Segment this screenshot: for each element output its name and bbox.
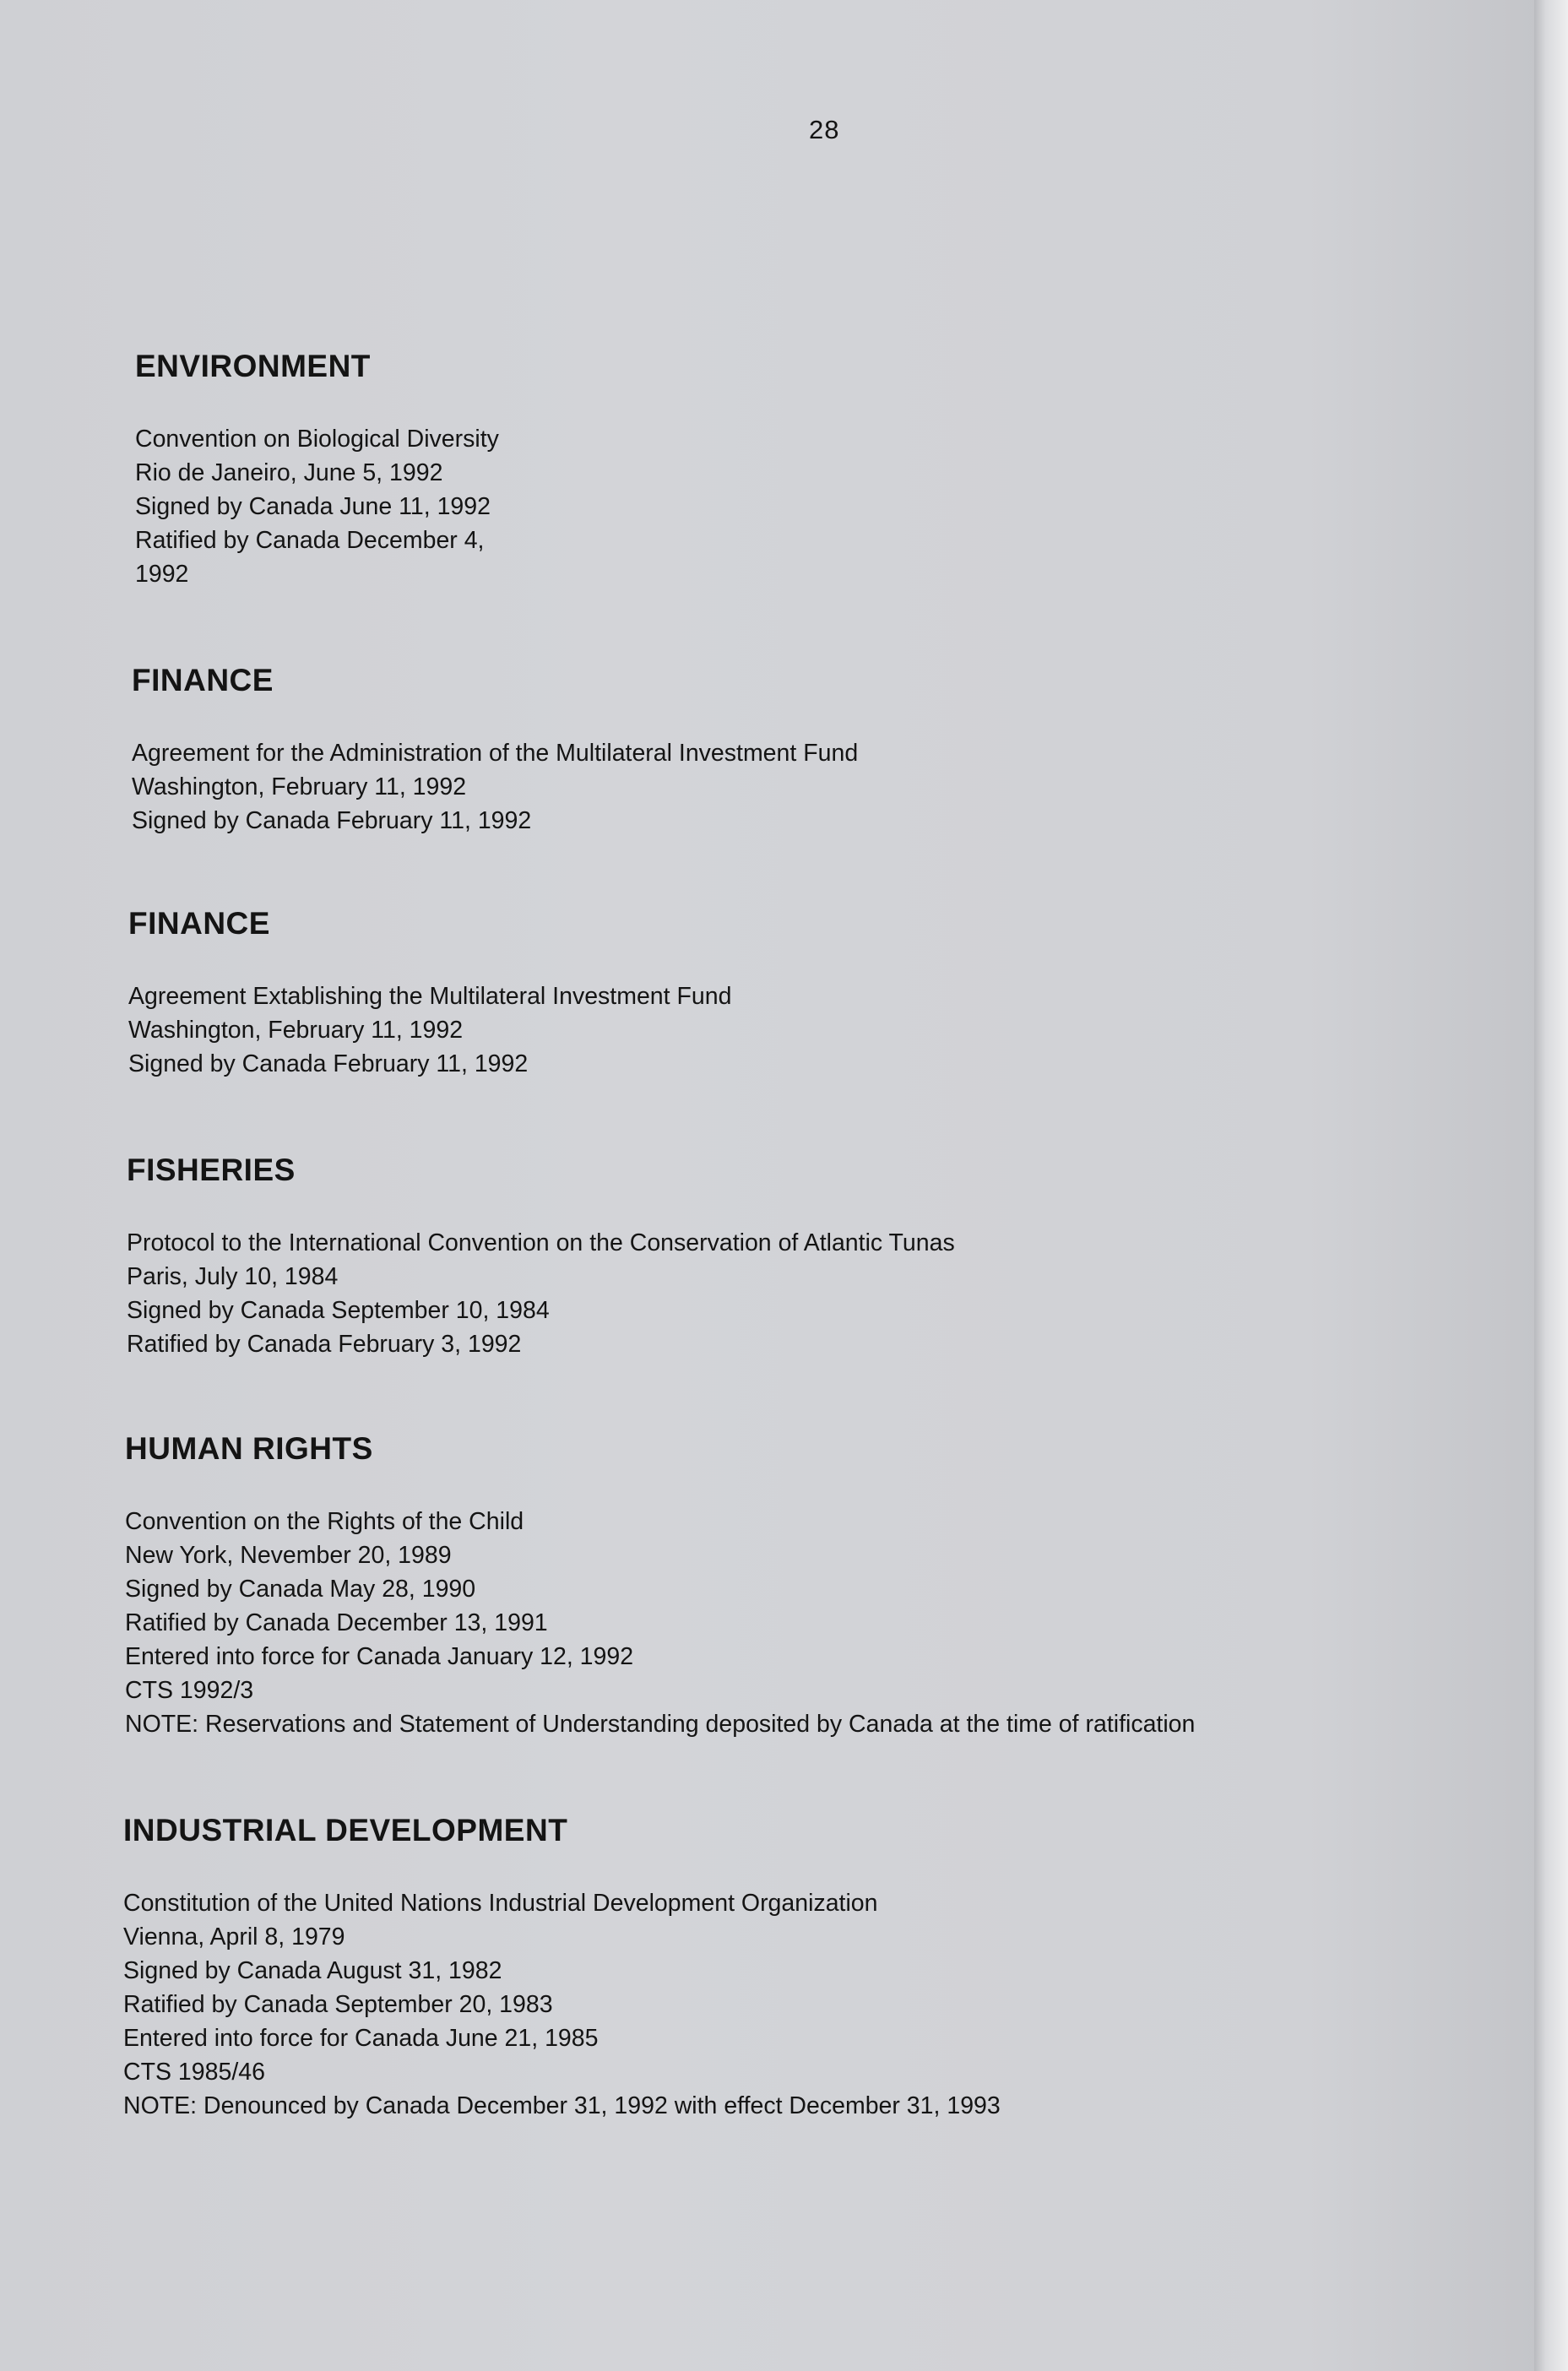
- treaty-note: NOTE: Reservations and Statement of Understanding deposited by Canada at the time of ratification: [125, 1711, 1196, 1738]
- section-heading: FINANCE: [128, 906, 270, 941]
- treaty-signed: Signed by Canada August 31, 1982: [123, 1957, 502, 1984]
- treaty-cts-reference: CTS 1992/3: [125, 1677, 254, 1704]
- section-heading: ENVIRONMENT: [135, 349, 371, 383]
- treaty-title: Convention on the Rights of the Child: [125, 1508, 524, 1535]
- treaty-title: Convention on Biological Diversity: [135, 426, 499, 453]
- treaty-signed: Signed by Canada May 28, 1990: [125, 1576, 476, 1603]
- treaty-place-date: Rio de Janeiro, June 5, 1992: [135, 459, 443, 486]
- treaty-place-date: Washington, February 11, 1992: [132, 773, 467, 800]
- treaty-entry-into-force: Entered into force for Canada June 21, 1985: [123, 2025, 599, 2052]
- page-edge: [1534, 0, 1568, 2371]
- section-environment: [135, 348, 1568, 591]
- treaty-title: Constitution of the United Nations Industrial Development Organization: [123, 1890, 878, 1917]
- treaty-ratified: Ratified by Canada September 20, 1983: [123, 1991, 553, 2018]
- section-heading: INDUSTRIAL DEVELOPMENT: [123, 1813, 568, 1847]
- section-fisheries: [127, 1152, 1562, 1361]
- treaty-ratified-year: 1992: [135, 561, 189, 588]
- section-heading: FINANCE: [132, 663, 274, 697]
- treaty-note: NOTE: Denounced by Canada December 31, 1992 with effect December 31, 1993: [123, 2092, 1001, 2119]
- treaty-ratified: Ratified by Canada December 4,: [135, 527, 485, 554]
- treaty-ratified: Ratified by Canada February 3, 1992: [127, 1331, 522, 1358]
- section-heading: HUMAN RIGHTS: [125, 1431, 373, 1466]
- treaty-place-date: Paris, July 10, 1984: [127, 1263, 339, 1290]
- section-heading: FISHERIES: [127, 1153, 296, 1187]
- page-number: 28: [809, 115, 840, 144]
- treaty-title: Agreement for the Administration of the Multilateral Investment Fund: [132, 740, 859, 767]
- treaty-signed: Signed by Canada February 11, 1992: [132, 807, 532, 834]
- treaty-place-date: Washington, February 11, 1992: [128, 1017, 464, 1044]
- section-industrial-development: [123, 1812, 1559, 2123]
- treaty-place-date: New York, Nevember 20, 1989: [125, 1542, 452, 1569]
- treaty-cts-reference: CTS 1985/46: [123, 2059, 265, 2086]
- section-human-rights: [125, 1430, 1560, 1741]
- treaty-ratified: Ratified by Canada December 13, 1991: [125, 1609, 548, 1636]
- section-finance-1: [132, 662, 1567, 838]
- treaty-entry-into-force: Entered into force for Canada January 12, 1992: [125, 1643, 634, 1670]
- treaty-signed: Signed by Canada February 11, 1992: [128, 1050, 529, 1077]
- treaty-title: Agreement Extablishing the Multilateral Investment Fund: [128, 983, 732, 1010]
- section-finance-2: [128, 905, 1564, 1081]
- treaty-signed: Signed by Canada June 11, 1992: [135, 493, 491, 520]
- treaty-title: Protocol to the International Convention on the Conservation of Atlantic Tunas: [127, 1229, 955, 1256]
- treaty-signed: Signed by Canada September 10, 1984: [127, 1297, 550, 1324]
- treaty-place-date: Vienna, April 8, 1979: [123, 1923, 345, 1951]
